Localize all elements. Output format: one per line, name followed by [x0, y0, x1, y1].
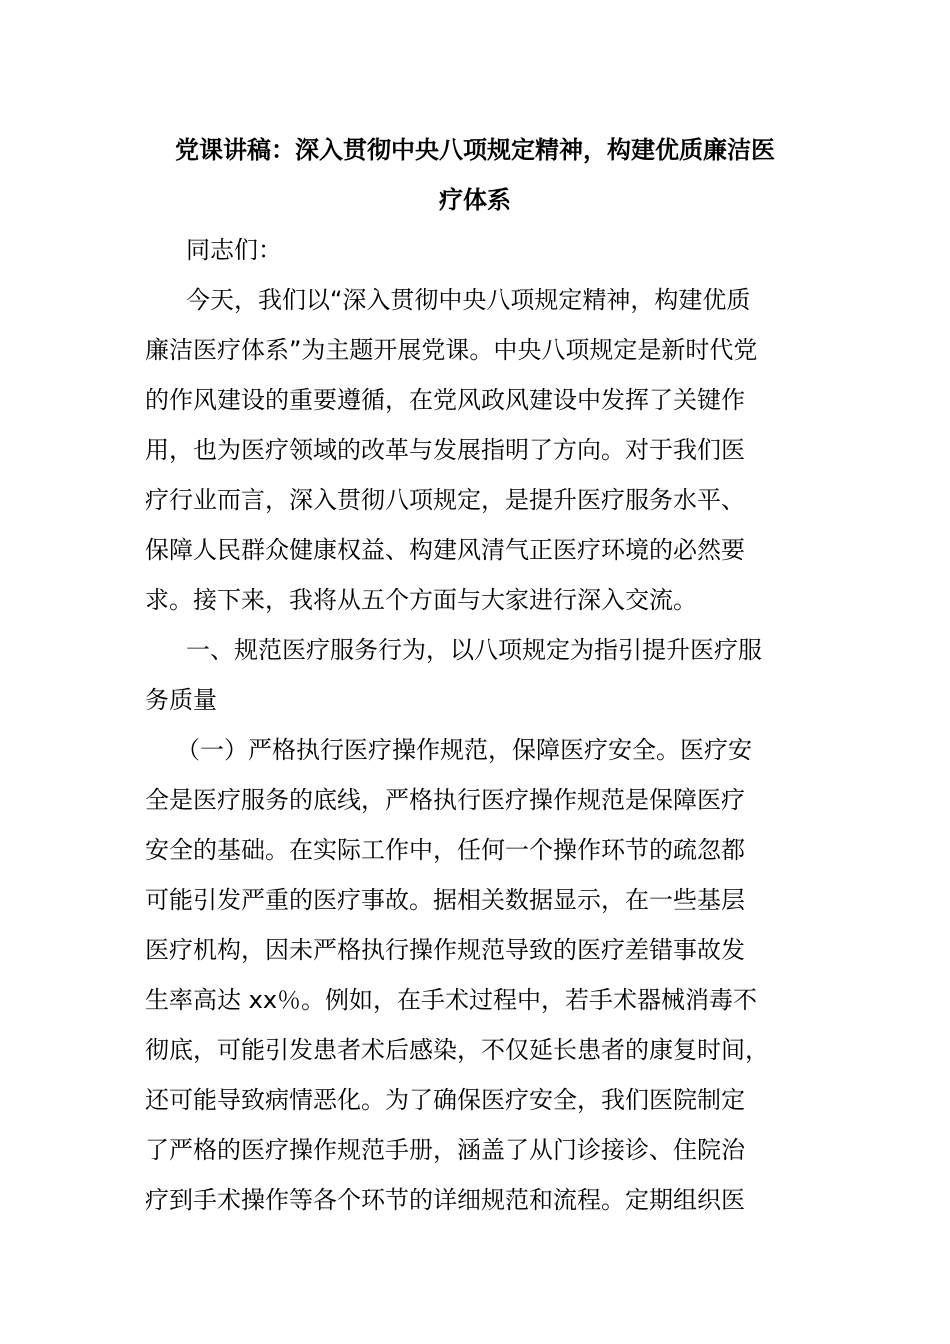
- salutation: 同志们：: [186, 236, 282, 264]
- paragraph-line: 全是医疗服务的底线，严格执行医疗操作规范是保障医疗: [145, 786, 745, 814]
- paragraph-line: （一）严格执行医疗操作规范，保障医疗安全。医疗安: [176, 736, 752, 764]
- paragraph-line: 疗行业而言，深入贯彻八项规定，是提升医疗服务水平、: [145, 486, 745, 514]
- paragraph-line: 彻底，可能引发患者术后感染，不仅延长患者的康复时间，: [145, 1036, 769, 1064]
- paragraph-line: 还可能导致病情恶化。为了确保医疗安全，我们医院制定: [145, 1086, 745, 1114]
- paragraph-line: 用，也为医疗领域的改革与发展指明了方向。对于我们医: [145, 436, 745, 464]
- paragraph-line: 医疗机构，因未严格执行操作规范导致的医疗差错事故发: [145, 936, 745, 964]
- paragraph-line: 生率高达 xx％。例如，在手术过程中，若手术器械消毒不: [145, 986, 758, 1014]
- paragraph-line: 今天，我们以“深入贯彻中央八项规定精神，构建优质: [186, 286, 751, 314]
- section-heading-line: 一、规范医疗服务行为，以八项规定为指引提升医疗服: [186, 636, 762, 664]
- paragraph-line: 可能引发严重的医疗事故。据相关数据显示，在一些基层: [145, 886, 745, 914]
- paragraph-line: 求。接下来，我将从五个方面与大家进行深入交流。: [145, 586, 697, 614]
- paragraph-line: 了严格的医疗操作规范手册，涵盖了从门诊接诊、住院治: [145, 1136, 745, 1164]
- paragraph-line: 保障人民群众健康权益、构建风清气正医疗环境的必然要: [145, 536, 745, 564]
- document-title-line-2: 疗体系: [439, 186, 511, 214]
- paragraph-line: 廉洁医疗体系”为主题开展党课。中央八项规定是新时代党: [145, 336, 758, 364]
- paragraph-line: 安全的基础。在实际工作中，任何一个操作环节的疏忽都: [145, 836, 745, 864]
- document-title-line-1: 党课讲稿：深入贯彻中央八项规定精神，构建优质廉洁医: [175, 136, 775, 164]
- section-heading-line: 务质量: [145, 686, 217, 714]
- paragraph-line: 疗到手术操作等各个环节的详细规范和流程。定期组织医: [145, 1186, 745, 1214]
- paragraph-line: 的作风建设的重要遵循，在党风政风建设中发挥了关键作: [145, 386, 745, 414]
